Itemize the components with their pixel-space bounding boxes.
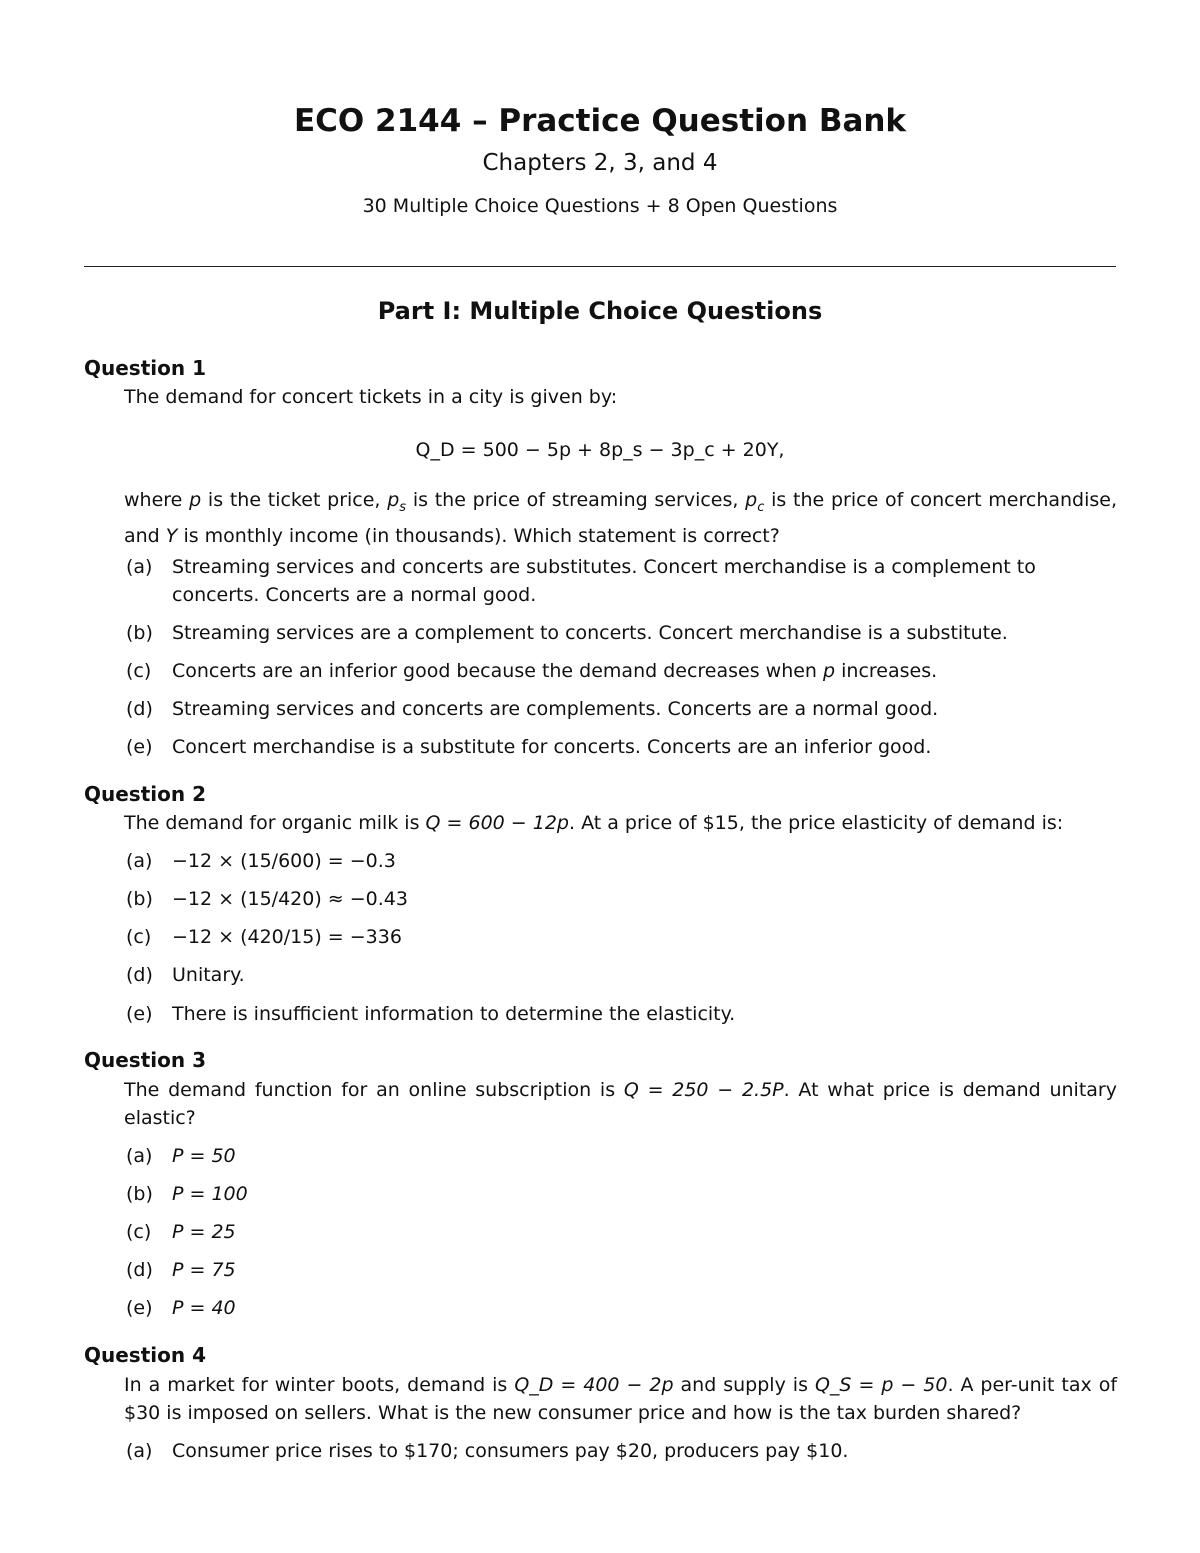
question-3-heading: Question 3 (84, 1048, 206, 1072)
document-subtitle: Chapters 2, 3, and 4 (482, 150, 718, 176)
question-counts: 30 Multiple Choice Questions + 8 Open Questions (362, 195, 838, 217)
question-2-text: The demand for organic milk is Q = 600 − 12p. At a price of $15, the price elasticity of demand is: (124, 812, 1064, 834)
question-2-option-d: (d) Unitary. (126, 964, 245, 986)
document-title: ECO 2144 – Practice Question Bank (293, 103, 907, 139)
question-1-option-c: (c) Concerts are an inferior good because the demand decreases when p increases. (126, 660, 938, 682)
question-1-option-a: (a) Streaming services and concerts are substitutes. Concert merchandise is a complement to concerts. Concerts are a normal good. (126, 556, 1036, 606)
question-2-option-a: (a) −12 × (15/600) = −0.3 (126, 850, 396, 872)
question-3-option-e: (e) P = 40 (126, 1297, 236, 1319)
question-3-option-a: (a) P = 50 (126, 1145, 236, 1167)
question-2-option-c: (c) −12 × (420/15) = −336 (126, 926, 402, 948)
question-3-option-d: (d) P = 75 (126, 1259, 236, 1281)
question-1-explanation: where p is the ticket price, $p_s$ is the price of streaming services, $p_c$ is the price of concert merchandise, and Y is monthly income (in thousands). Which statement is correct? (124, 489, 1118, 547)
question-3-option-c: (c) P = 25 (126, 1221, 236, 1243)
question-1-option-e: (e) Concert merchandise is a substitute for concerts. Concerts are an inferior good. (126, 736, 932, 758)
question-3-option-b: (b) P = 100 (126, 1183, 248, 1205)
question-1-heading: Question 1 (84, 356, 206, 380)
question-4-heading: Question 4 (84, 1343, 206, 1367)
question-4-text: In a market for winter boots, demand is Q_D = 400 − 2p and supply is Q_S = p − 50. A per-unit tax of $30 is imposed on sellers. What is the new consumer price and how is the tax burden shared? (124, 1374, 1118, 1424)
question-1-option-b: (b) Streaming services are a complement to concerts. Concert merchandise is a substitute. (126, 622, 1008, 644)
question-2-option-b: (b) −12 × (15/420) ≈ −0.43 (126, 888, 408, 910)
question-1-equation: Q_D = 500 − 5p + 8p_s − 3p_c + 20Y, (415, 439, 785, 461)
question-2-heading: Question 2 (84, 782, 206, 806)
question-4-option-a: (a) Consumer price rises to $170; consumers pay $20, producers pay $10. (126, 1440, 849, 1462)
question-3-text: The demand function for an online subscription is Q = 250 − 2.5P. At what price is demand unitary elastic? (124, 1079, 1117, 1129)
question-1-intro: The demand for concert tickets in a city is given by: (124, 386, 618, 408)
question-2-option-e: (e) There is insufficient information to determine the elasticity. (126, 1003, 736, 1025)
question-1-option-d: (d) Streaming services and concerts are complements. Concerts are a normal good. (126, 698, 939, 720)
part-title: Part I: Multiple Choice Questions (377, 297, 823, 325)
horizontal-rule (84, 266, 1116, 267)
